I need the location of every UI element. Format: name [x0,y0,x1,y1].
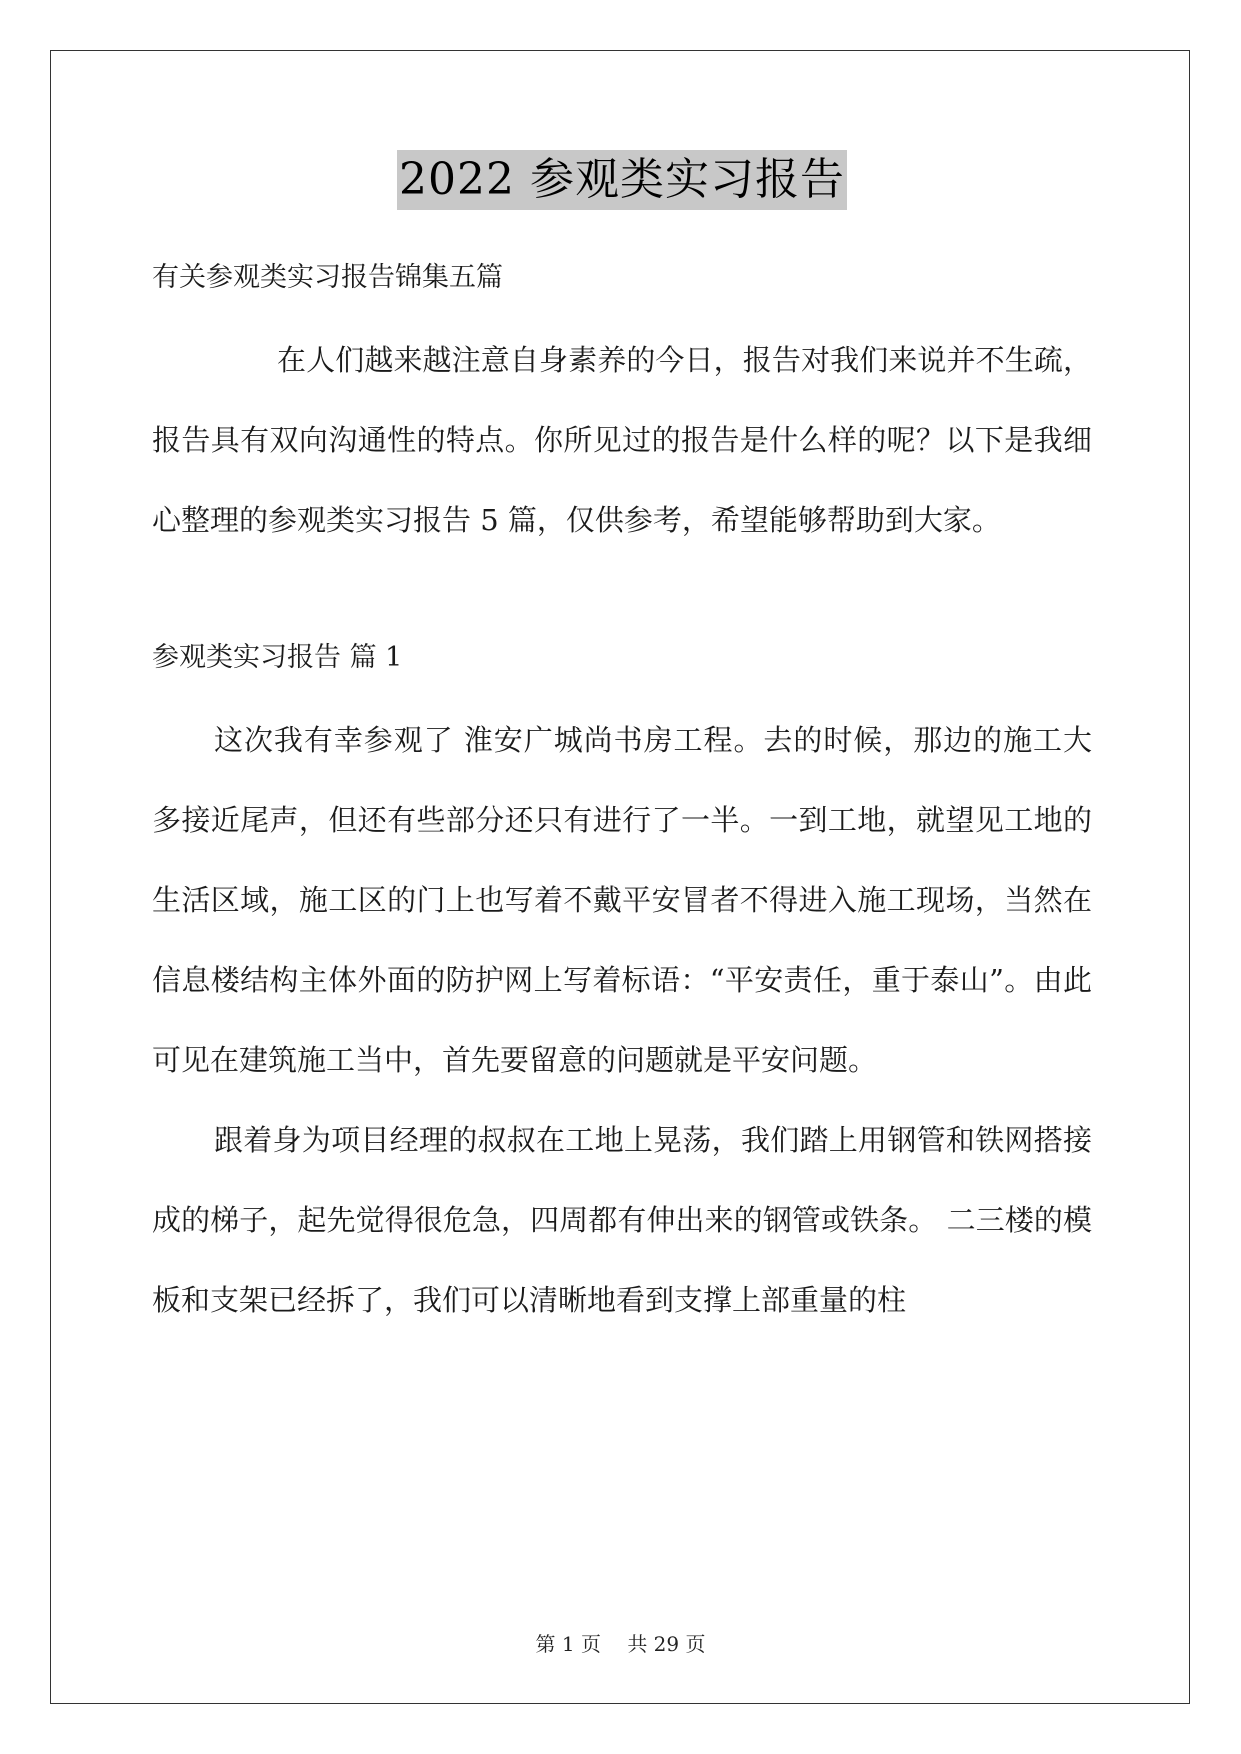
section-heading: 参观类实习报告 篇 1 [152,642,403,673]
body-paragraph-1: 这次我有幸参观了 淮安广城尚书房工程。去的时候，那边的施工大多接近尾声，但还有些部分还只有进行了一半。一到工地，就望见工地的生活区域，施工区的门上也写着不戴平安冒者不得进入施工现场，当然在信息楼结构主体外面的防护网上写着标语：“平安责任，重于泰山”。由此可见在建筑施工当中，首先要留意的问题就是平安问题。 [152,723,1092,1077]
page-total: 共 29 页 [627,1632,706,1656]
page-number: 第 1 页 [535,1632,601,1656]
intro-paragraph: 在人们越来越注意自身素养的今日，报告对我们来说并不生疏，报告具有双向沟通性的特点。你所见过的报告是什么样的呢？以下是我细心整理的参观类实习报告 5 篇，仅供参考，希望能够帮助到大家。 [152,343,1092,537]
title-wrap [152,150,1092,220]
page-footer [0,1630,1241,1658]
document-title: 2022 参观类实习报告 [397,150,847,210]
document-body [152,150,1092,1340]
body-paragraph-2: 跟着身为项目经理的叔叔在工地上晃荡，我们踏上用钢管和铁网搭接成的梯子，起先觉得很危急，四周都有伸出来的钢管或铁条。 二三楼的模板和支架已经拆了，我们可以清晰地看到支撑上部重量的柱 [152,1123,1092,1317]
document-subtitle: 有关参观类实习报告锦集五篇 [152,262,503,293]
